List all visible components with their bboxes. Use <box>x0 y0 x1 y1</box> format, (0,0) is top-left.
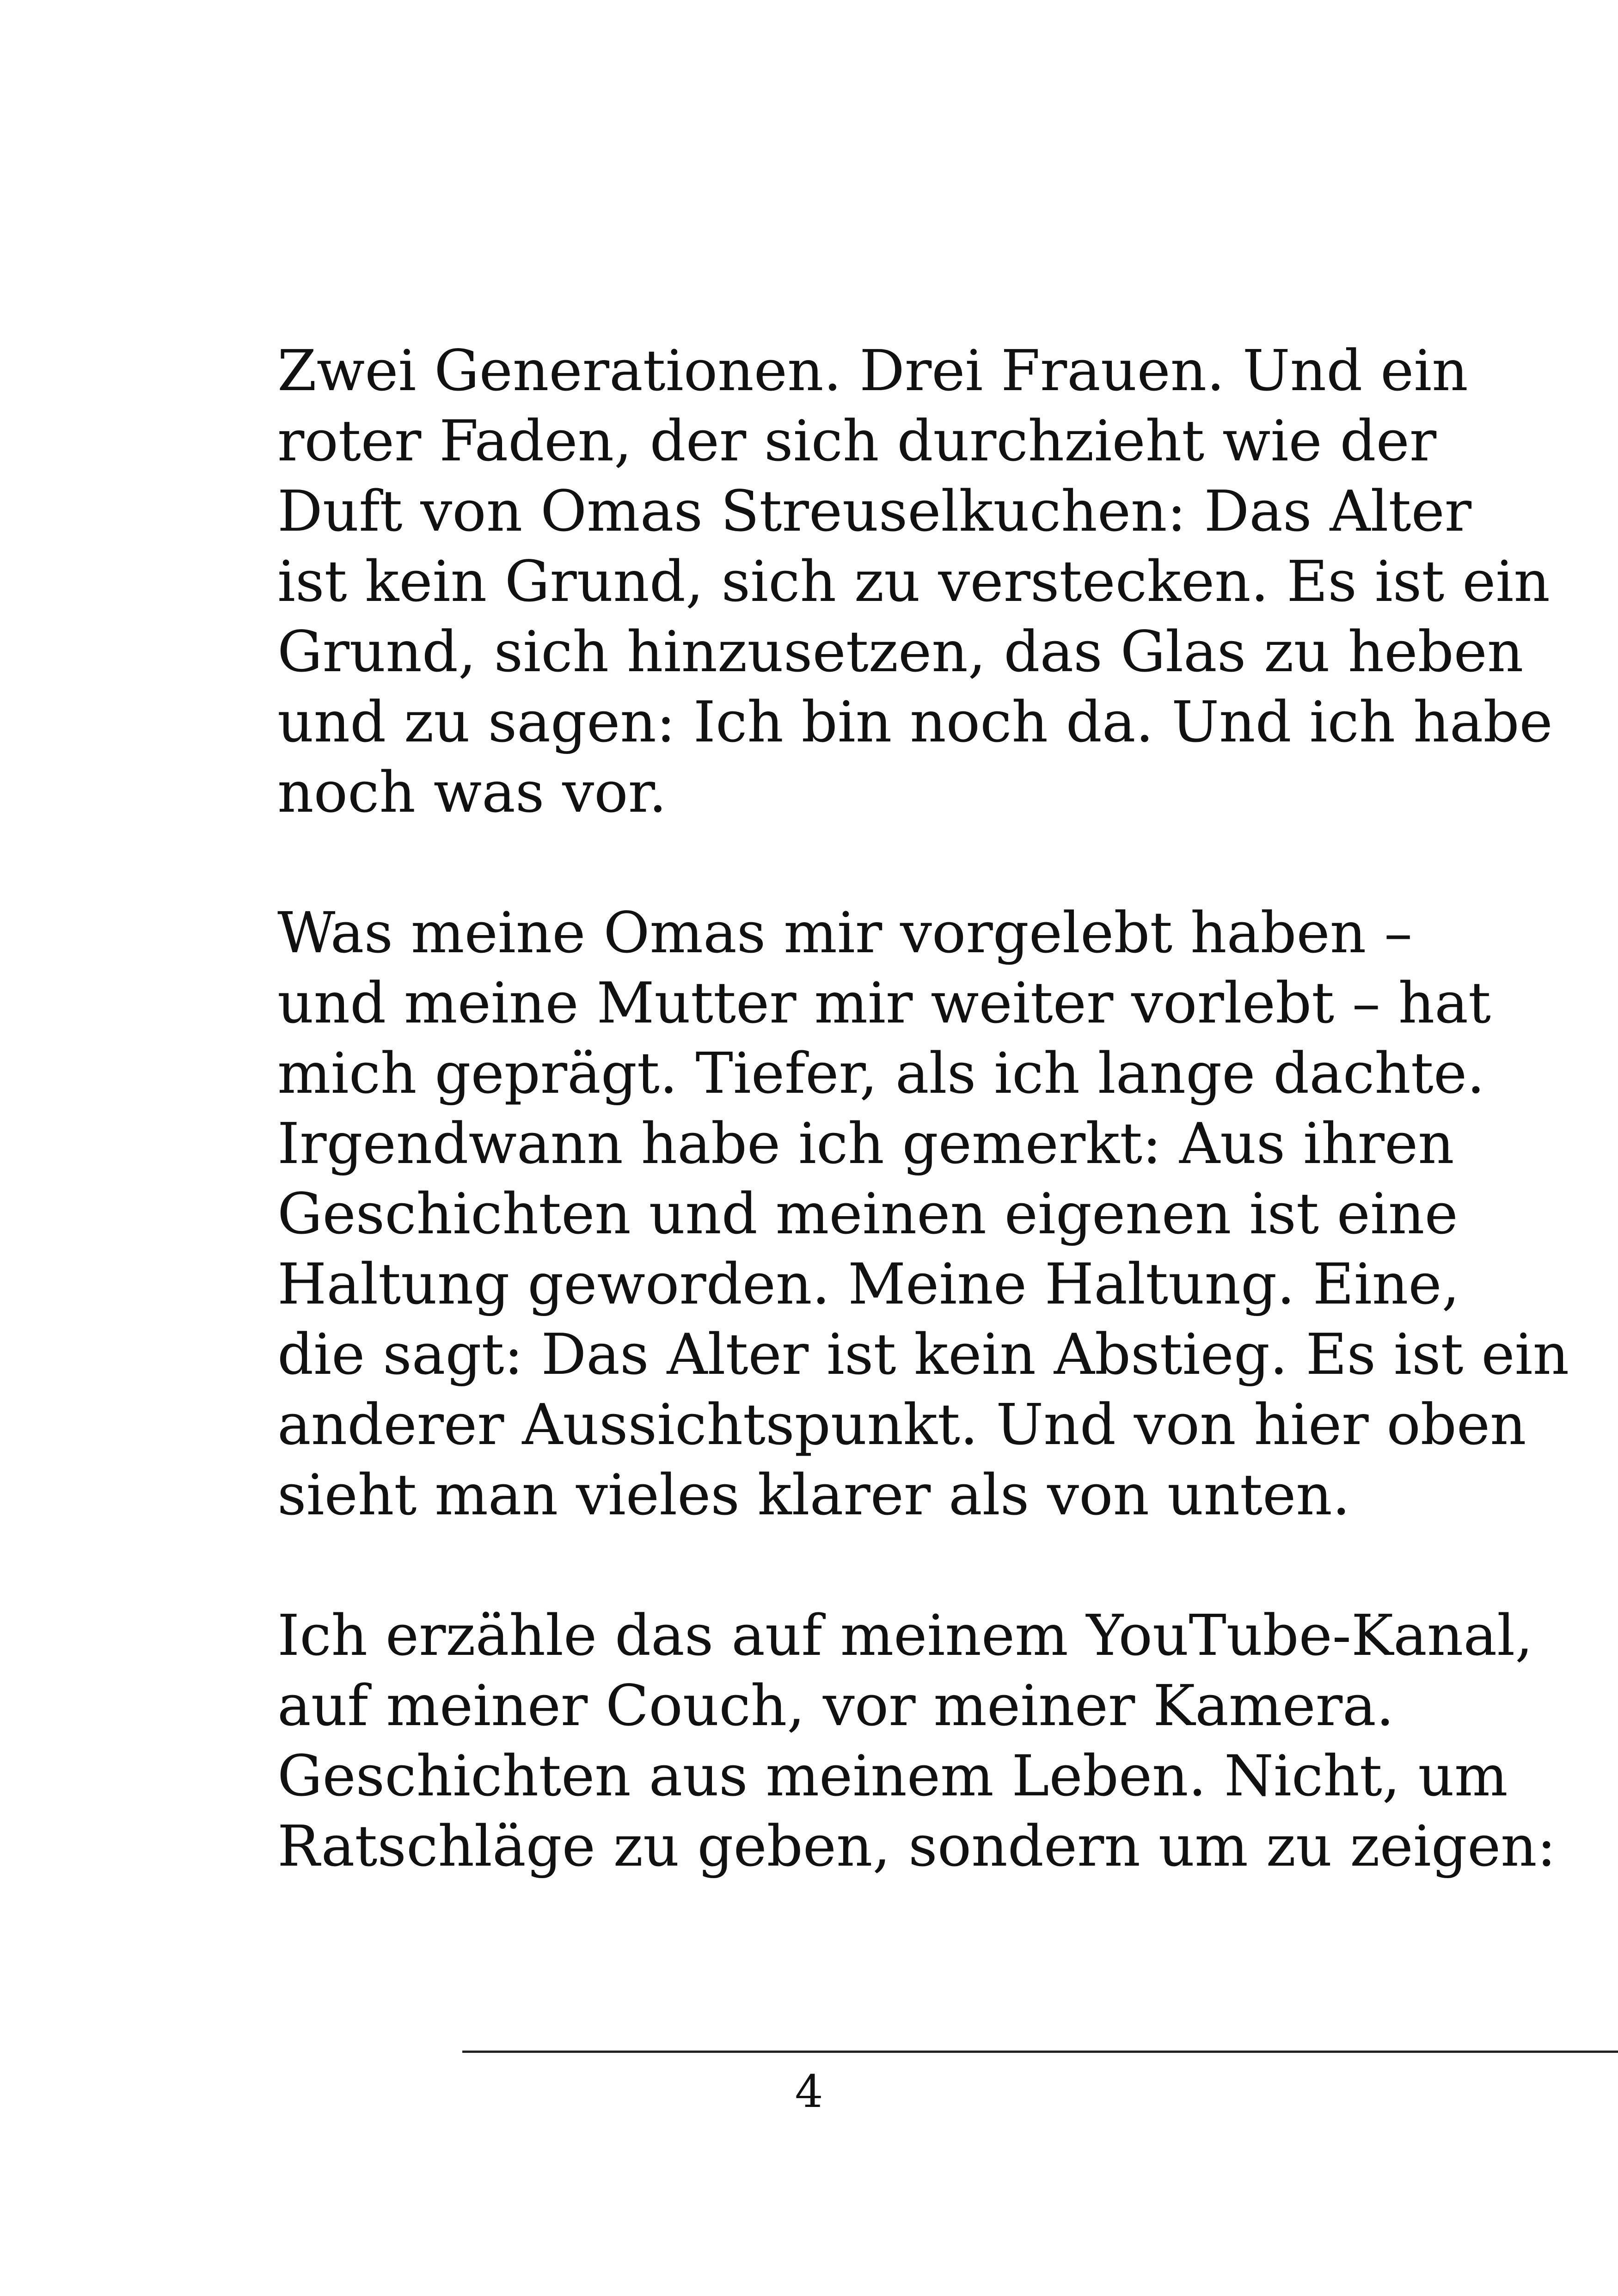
text-line: Geschichten aus meinem Leben. Nicht, um <box>277 1743 1508 1809</box>
text-line: sieht man vieles klarer als von unten. <box>277 1462 1350 1528</box>
text-line: mich geprägt. Tiefer, als ich lange dachte. <box>277 1041 1485 1106</box>
paragraph-1 <box>277 336 1553 827</box>
text-line: ist kein Grund, sich zu verstecken. Es ist ein <box>277 549 1550 614</box>
paragraph-2 <box>277 898 1569 1530</box>
paragraph-spacer <box>277 827 1433 898</box>
paragraph-3 <box>277 1600 1556 1881</box>
text-line: Irgendwann habe ich gemerkt: Aus ihren <box>277 1111 1454 1176</box>
text-line: die sagt: Das Alter ist kein Abstieg. Es ist ein <box>277 1322 1569 1387</box>
footer-divider <box>462 2051 1618 2053</box>
text-line: Ratschläge zu geben, sondern um zu zeigen: <box>277 1813 1556 1879</box>
text-line: roter Faden, der sich durchzieht wie der <box>277 408 1437 474</box>
text-line: Was meine Omas mir vorgelebt haben – <box>277 900 1413 966</box>
text-line: Geschichten und meinen eigenen ist eine <box>277 1181 1458 1247</box>
body-text <box>277 336 1569 1881</box>
text-line: noch was vor. <box>277 759 667 825</box>
page-number: 4 <box>795 2066 823 2118</box>
text-line: Duft von Omas Streuselkuchen: Das Alter <box>277 478 1472 544</box>
text-line: Grund, sich hinzusetzen, das Glas zu heben <box>277 619 1524 685</box>
paragraph-spacer <box>277 1530 1433 1600</box>
text-line: Haltung geworden. Meine Haltung. Eine, <box>277 1251 1460 1317</box>
text-line: und meine Mutter mir weiter vorlebt – hat <box>277 970 1491 1036</box>
text-line: anderer Aussichtspunkt. Und von hier oben <box>277 1392 1526 1457</box>
text-line: und zu sagen: Ich bin noch da. Und ich habe <box>277 689 1553 755</box>
text-line: auf meiner Couch, vor meiner Kamera. <box>277 1673 1394 1739</box>
text-line: Ich erzähle das auf meinem YouTube-Kanal, <box>277 1603 1533 1668</box>
text-line: Zwei Generationen. Drei Frauen. Und ein <box>277 338 1468 404</box>
